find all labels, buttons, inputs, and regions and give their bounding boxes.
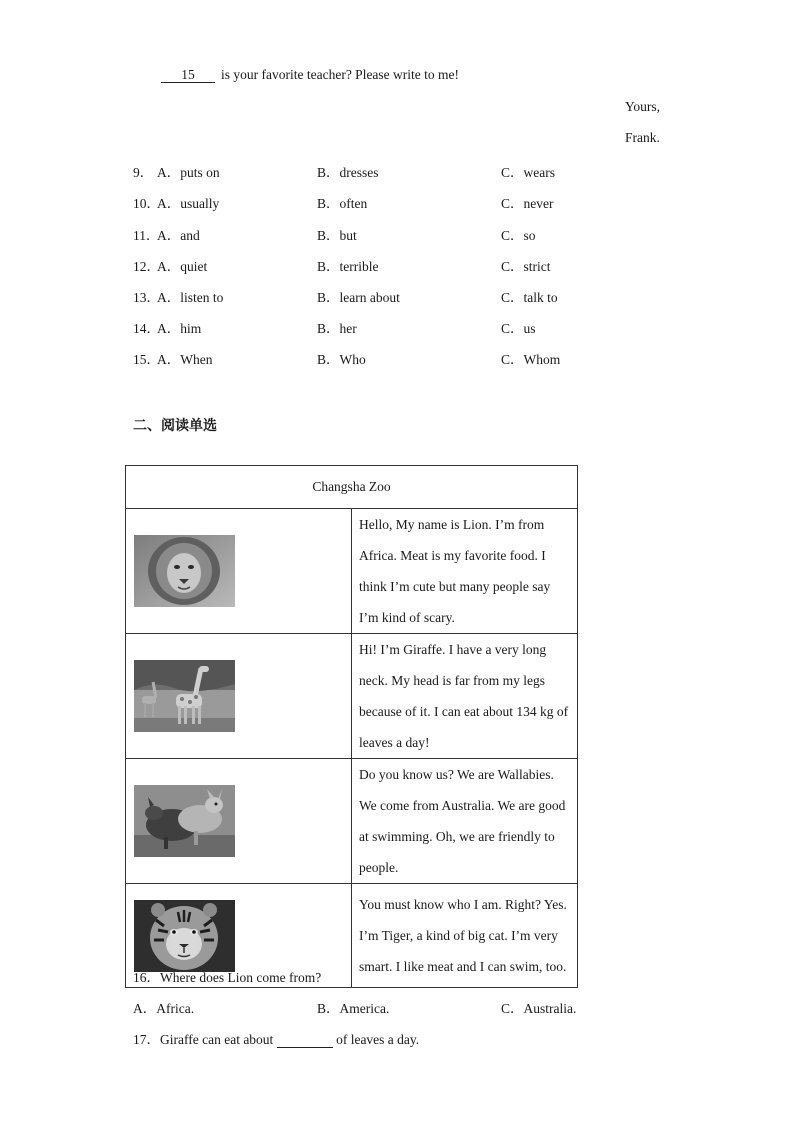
wallaby-photo — [134, 785, 235, 857]
option-a[interactable]: A．and — [157, 228, 200, 243]
table-row — [126, 634, 578, 759]
option-a[interactable]: A．Africa. — [133, 1001, 195, 1016]
question-15-options — [133, 348, 603, 366]
question-number: 13． — [133, 290, 160, 305]
animal-description: You must know who I am. Right? Yes. I’m Tiger, a kind of big cat. I’m very smart. I like meat and I can swim, too. — [352, 884, 578, 988]
letter-closing-text: is your favorite teacher? Please write to me! — [221, 67, 460, 82]
animal-description: Hi! I’m Giraffe. I have a very long neck. My head is far from my legs because of it. I can eat about 134 kg of leaves a day! — [352, 634, 578, 759]
animal-description: Hello, My name is Lion. I’m from Africa. Meat is my favorite food. I think I’m cute but many people say I’m kind of scary. — [352, 509, 578, 634]
table-row — [126, 759, 578, 884]
option-c[interactable]: C．us — [501, 321, 536, 336]
section-title: 二、阅读单选 — [133, 418, 217, 434]
question-number: 12． — [133, 259, 160, 274]
option-a[interactable]: A．quiet — [157, 259, 208, 274]
option-c[interactable]: C．talk to — [501, 290, 558, 305]
option-b[interactable]: B．terrible — [317, 259, 379, 274]
option-a[interactable]: A．usually — [157, 196, 220, 211]
question-9-options — [133, 161, 603, 179]
option-a[interactable]: A．him — [157, 321, 202, 336]
option-c[interactable]: C．never — [501, 196, 554, 211]
letter-signature: Frank. — [625, 130, 660, 145]
option-b[interactable]: B．learn about — [317, 290, 400, 305]
option-b[interactable]: B．Who — [317, 352, 366, 367]
option-c[interactable]: C．Australia. — [501, 1001, 577, 1016]
question-10-options — [133, 192, 603, 210]
question-17 — [133, 1028, 419, 1048]
lion-photo — [134, 535, 235, 607]
option-c[interactable]: C．strict — [501, 259, 551, 274]
giraffe-photo — [134, 660, 235, 732]
tiger-photo — [134, 900, 235, 972]
option-a[interactable]: A．puts on — [157, 165, 220, 180]
option-b[interactable]: B．America. — [317, 1001, 390, 1016]
blank-17[interactable] — [277, 1032, 333, 1048]
option-b[interactable]: B．dresses — [317, 165, 379, 180]
option-c[interactable]: C．Whom — [501, 352, 561, 367]
zoo-table-title: Changsha Zoo — [126, 466, 578, 509]
zoo-table — [125, 465, 578, 988]
animal-description: Do you know us? We are Wallabies. We come from Australia. We are good at swimming. Oh, we are friendly to people. — [352, 759, 578, 884]
question-number: 11． — [133, 228, 160, 243]
photo-cell — [126, 634, 352, 759]
option-b[interactable]: B．her — [317, 321, 357, 336]
question-16-options — [133, 997, 603, 1015]
question-12-options — [133, 255, 603, 273]
question-13-options — [133, 286, 603, 304]
question-number: 9． — [133, 165, 154, 180]
question-17-text-end: of leaves a day. — [336, 1032, 420, 1047]
letter-sign-off: Yours, — [625, 99, 661, 114]
photo-cell — [126, 509, 352, 634]
question-number: 15． — [133, 352, 160, 367]
blank-15[interactable]: 15 — [161, 67, 215, 83]
option-a[interactable]: A．When — [157, 352, 213, 367]
photo-cell — [126, 759, 352, 884]
letter-closing-line — [161, 67, 459, 83]
question-11-options — [133, 224, 603, 242]
question-number: 14． — [133, 321, 160, 336]
option-c[interactable]: C．so — [501, 228, 536, 243]
option-c[interactable]: C．wears — [501, 165, 555, 180]
question-number: 10． — [133, 196, 160, 211]
question-17-text: 17．Giraffe can eat about — [133, 1032, 274, 1047]
question-16: 16．Where does Lion come from? — [133, 970, 322, 985]
table-row — [126, 509, 578, 634]
option-b[interactable]: B．often — [317, 196, 368, 211]
option-b[interactable]: B．but — [317, 228, 357, 243]
question-14-options — [133, 317, 603, 335]
option-a[interactable]: A．listen to — [157, 290, 224, 305]
